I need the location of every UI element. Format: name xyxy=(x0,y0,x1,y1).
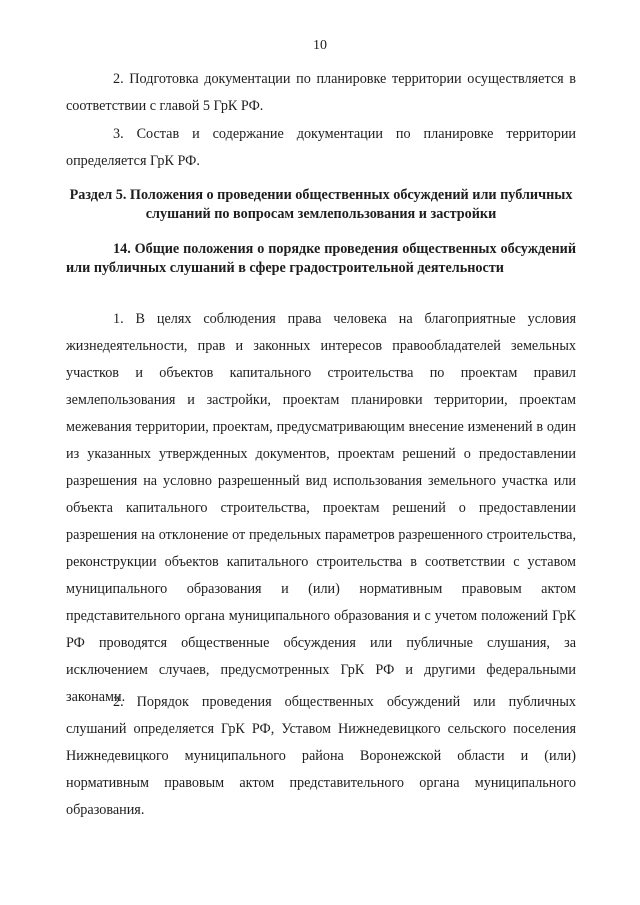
page-number: 10 xyxy=(313,38,327,53)
paragraph-hearings-procedure: 2. Порядок проведения общественных обсуждений или публичных слушаний определяется ГрК РФ, Уставом Нижнедевицкого сельского поселения Нижнедевицкого муниципального района Воронежской области и (или) нормативным правовым актом представительного органа муниципального образования. xyxy=(66,694,576,818)
section-heading: Раздел 5. Положения о проведении общественных обсуждений или публичных слушаний по вопросам землепользования и застройки xyxy=(69,187,573,222)
paragraph-preparation-documentation: 2. Подготовка документации по планировке территории осуществляется в соответствии с главой 5 ГрК РФ. xyxy=(66,71,576,114)
paragraph-public-hearings-purpose: 1. В целях соблюдения права человека на благоприятные условия жизнедеятельности, прав и законных интересов правообладателей земельных участков и объектов капитального строительства по проектам правил землепользования и застройки, проектам планировки территории, проектам межевания территории, проектам, предусматривающим внесение изменений в один из указанных утвержденных документов, проектам решений о предоставлении разрешения на условно разрешенный вид использования земельного участка или объекта капитального строительства, проектам решений о предоставлении разрешения на отклонение от предельных параметров разрешенного строительства, реконструкции объектов капитального строительства в соответствии с уставом муниципального образования и (или) нормативным правовым актом представительного органа муниципального образования и с учетом положений ГрК РФ проводятся общественные обсуждения или публичные слушания, за исключением случаев, предусмотренных ГрК РФ и другими федеральными законами. xyxy=(66,311,576,705)
paragraph-composition-documentation: 3. Состав и содержание документации по планировке территории определяется ГрК РФ. xyxy=(66,126,576,169)
subsection-heading: 14. Общие положения о порядке проведения общественных обсуждений или публичных слушаний в сфере градостроительной деятельности xyxy=(66,241,576,276)
